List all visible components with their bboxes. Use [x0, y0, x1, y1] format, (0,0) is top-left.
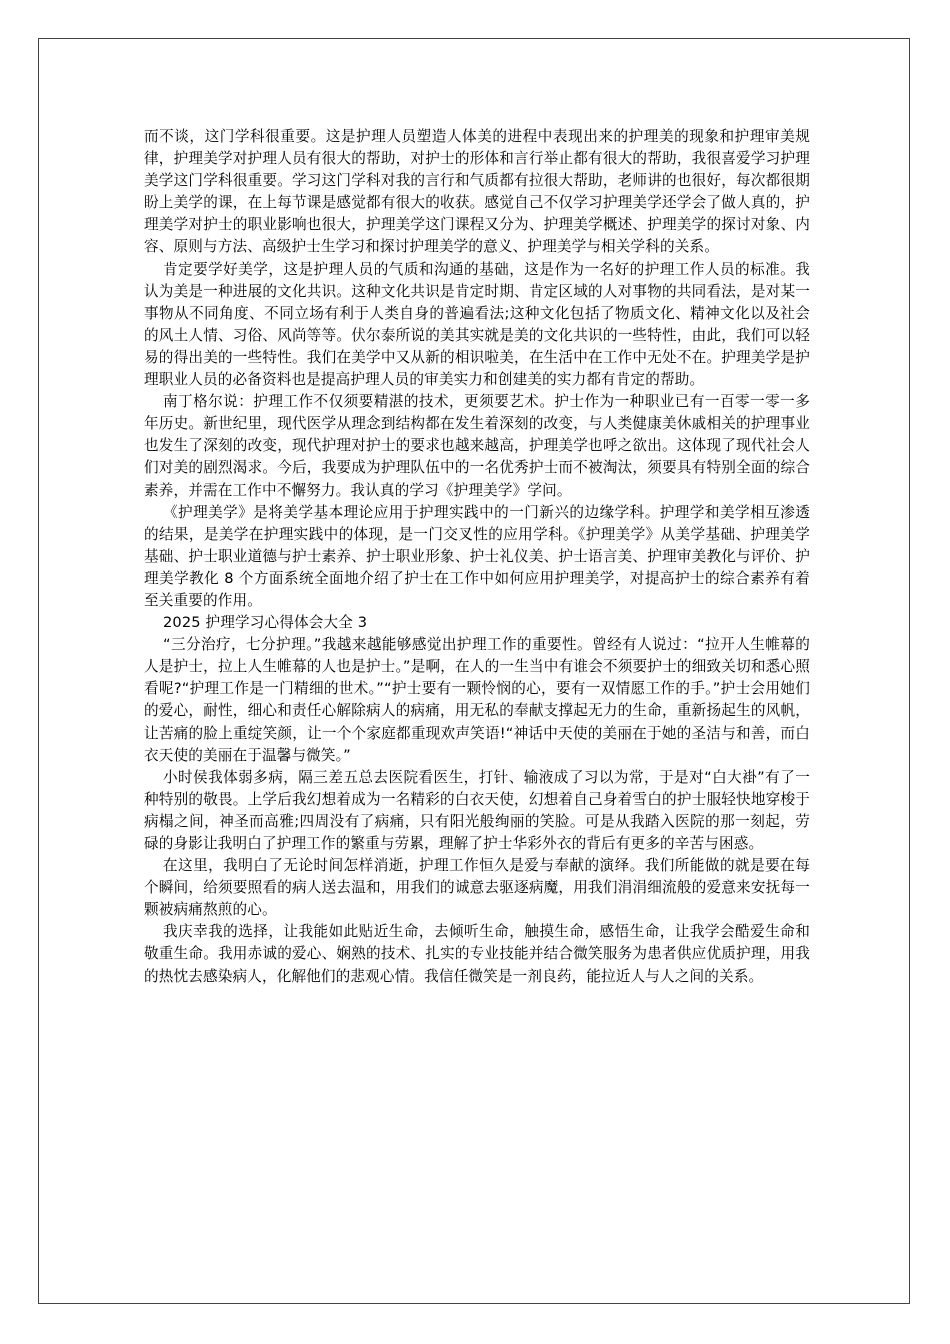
paragraph-8: 我庆幸我的选择，让我能如此贴近生命，去倾听生命，触摸生命，感悟生命，让我学会酷爱生命和敬重生命。我用赤诚的爱心、娴熟的技术、扎实的专业技能并结合微笑服务为患者供应优质护理，用我的热忱去感染病人，化解他们的悲观心情。我信任微笑是一剂良药，能拉近人与人之间的关系。	[144, 923, 810, 985]
paragraph-3: 南丁格尔说：护理工作不仅须要精湛的技术，更须要艺术。护士作为一种职业已有一百零一零一多年历史。新世纪里，现代医学从理念到结构都在发生着深刻的改变，与人类健康美休戚相关的护理事业也发生了深刻的改变，现代护理对护士的要求也越来越高，护理美学也呼之欲出。这体现了现代社会人们对美的剧烈渴求。今后，我要成为护理队伍中的一名优秀护士而不被淘汰，须要具有特别全面的综合素养，并需在工作中不懈努力。我认真的学习《护理美学》学问。	[144, 393, 810, 499]
paragraph-5: “三分治疗，七分护理。”我越来越能够感觉出护理工作的重要性。曾经有人说过：“拉开人生帷幕的人是护士，拉上人生帷幕的人也是护士。”是啊，在人的一生当中有谁会不须要护士的细致关切和悉心照看呢?“护理工作是一门精细的世术。”“护士要有一颗怜悯的心，要有一双情愿工作的手。”护士会用她们的爱心，耐性，细心和责任心解除病人的病痛，用无私的奉献支撑起无力的生命，重新扬起生的风帆，让苦痛的脸上重绽笑颜，让一个个家庭都重现欢声笑语!“神话中天使的美丽在于她的圣洁与和善，而白衣天使的美丽在于温馨与微笑。”	[144, 636, 810, 764]
document-body	[144, 126, 810, 988]
section-heading: 2025 护理学习心得体会大全 3	[162, 614, 368, 632]
paragraph-2: 肯定要学好美学，这是护理人员的气质和沟通的基础，这是作为一名好的护理工作人员的标准。我认为美是一种进展的文化共识。这种文化共识是肯定时期、肯定区域的人对事物的共同看法，是对某一事物从不同角度、不同立场有利于人类自身的普遍看法;这种文化包括了物质文化、精神文化以及社会的风土人情、习俗、风尚等等。伏尔泰所说的美其实就是美的文化共识的一些特性，由此，我们可以轻易的得出美的一些特性。我们在美学中又从新的相识啦美，在生活中在工作中无处不在。护理美学是护理职业人员的必备资料也是提高护理人员的审美实力和创建美的实力都有肯定的帮助。	[144, 260, 810, 389]
paragraph-4: 《护理美学》是将美学基本理论应用于护理实践中的一门新兴的边缘学科。护理学和美学相互渗透的结果，是美学在护理实践中的体现，是一门交叉性的应用学科。《护理美学》从美学基础、护理美学基础、护士职业道德与护士素养、护士职业形象、护士礼仪美、护士语言美、护理审美教化与评价、护理美学教化 8 个方面系统全面地介绍了护士在工作中如何应用护理美学，对提高护士的综合素养有着至关重要的作用。	[144, 503, 810, 609]
paragraph-7: 在这里，我明白了无论时间怎样消逝，护理工作恒久是爱与奉献的演绎。我们所能做的就是要在每个瞬间，给须要照看的病人送去温和，用我们的诚意去驱逐病魔，用我们涓涓细流般的爱意来安抚每一颗被病痛熬煎的心。	[144, 857, 810, 919]
paragraph-1: 而不谈，这门学科很重要。这是护理人员塑造人体美的进程中表现出来的护理美的现象和护理审美规律，护理美学对护理人员有很大的帮助，对护士的形体和言行举止都有很大的帮助，我很喜爱学习护理美学这门学科很重要。学习这门学科对我的言行和气质都有拉很大帮助，老师讲的也很好，每次都很期盼上美学的课，在上每节课是感觉都有很大的收获。感觉自己不仅学习护理美学还学会了做人真的，护理美学对护士的职业影响也很大，护理美学这门课程又分为、护理美学概述、护理美学的探讨对象、内容、原则与方法、高级护士生学习和探讨护理美学的意义、护理美学与相关学科的关系。	[144, 128, 810, 256]
paragraph-6: 小时侯我体弱多病，隔三差五总去医院看医生，打针、输液成了习以为常，于是对“白大褂”有了一种特别的敬畏。上学后我幻想着成为一名精彩的白衣天使，幻想着自己身着雪白的护士服轻快地穿梭于病榻之间，神圣而高雅;四周没有了病痛，只有阳光般绚丽的笑脸。可是从我踏入医院的那一刻起，劳碌的身影让我明白了护理工作的繁重与劳累，理解了护士华彩外衣的背后有更多的辛苦与困惑。	[144, 768, 810, 852]
